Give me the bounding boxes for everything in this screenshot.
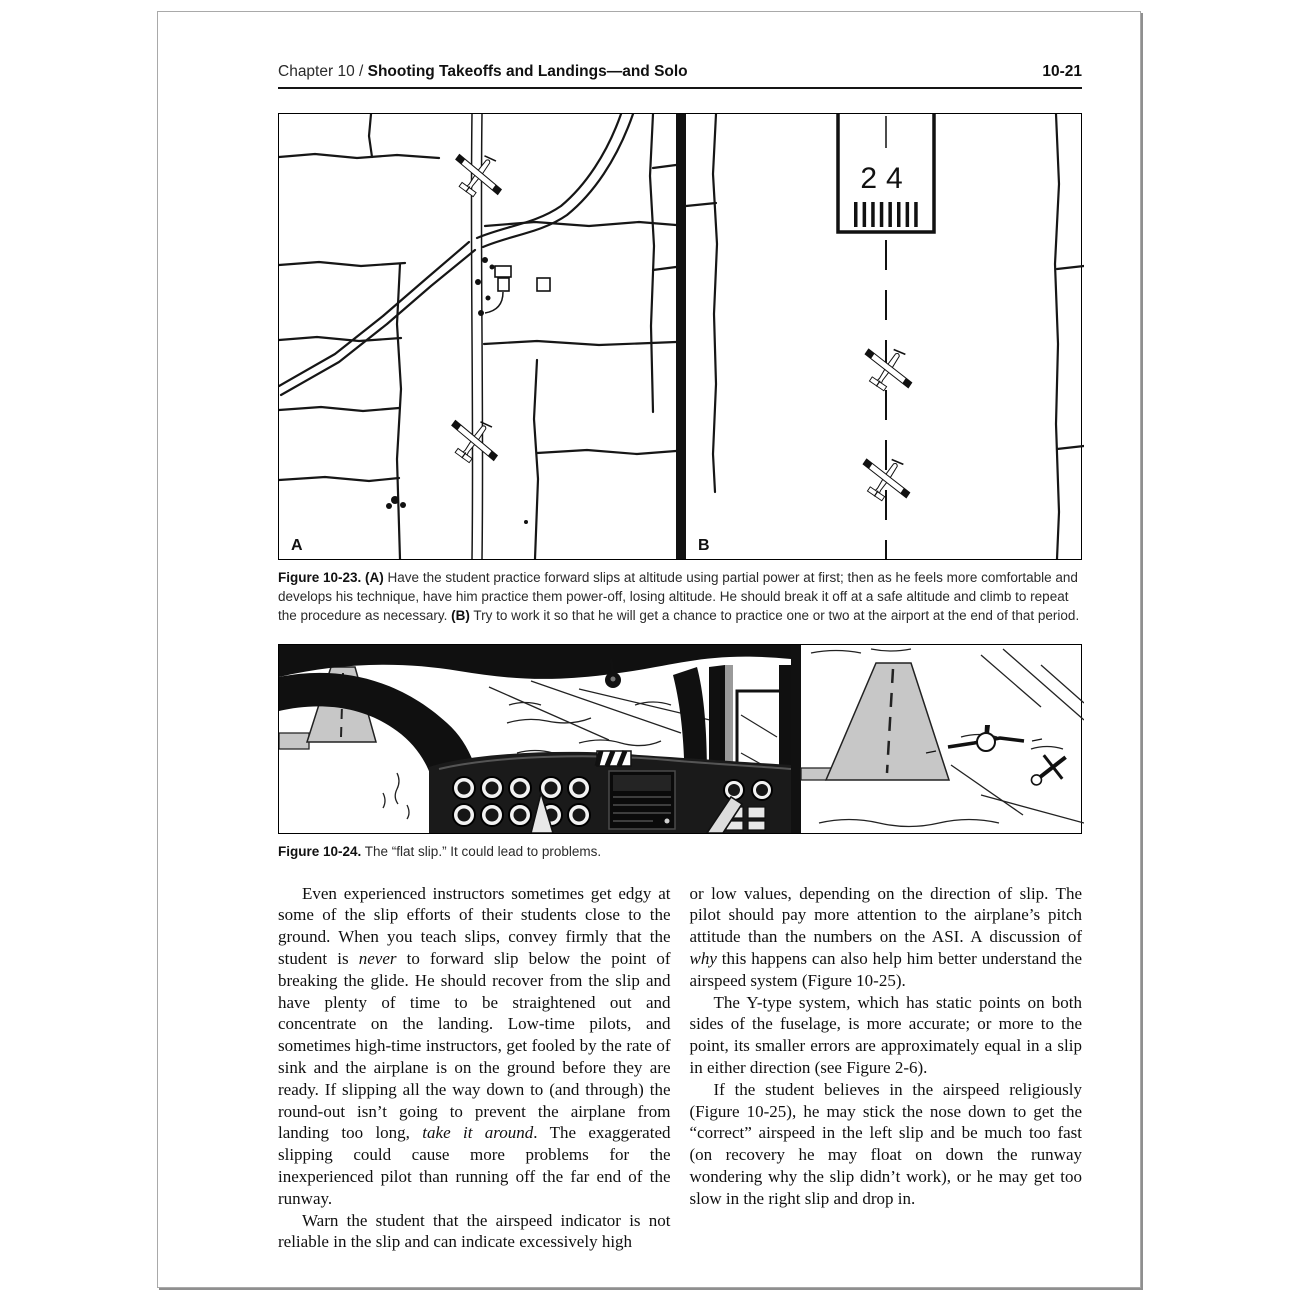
figure-10-23 (278, 113, 1082, 560)
farm-building (485, 266, 550, 313)
running-header (278, 63, 1082, 89)
field-boundaries (279, 114, 676, 559)
book-page (157, 11, 1141, 1288)
text-segment: . The exaggerated slipping could cause more problems for the inexperienced pilot than running off the far end of the runway. (278, 1123, 671, 1208)
panel-divider (791, 645, 801, 833)
text-segment: Even experienced instructors sometimes get edgy at some of the slip efforts of their students close to the ground. When you teach slips, convey firmly that the student is (278, 883, 671, 968)
text-segment: take it around (422, 1123, 534, 1143)
left-column (278, 883, 671, 1254)
airplane-banked-icon (1023, 745, 1075, 794)
text-segment: The “flat slip.” It could lead to problems. (361, 843, 602, 859)
paragraph (278, 883, 671, 1210)
runway-number: 24 (860, 162, 912, 195)
figure-10-23-caption (278, 569, 1082, 626)
text-segment: Have the student practice forward slips at altitude using partial power at first; then as he feels more comfortable and develops his technique, have him practice them power-off, losing altitude. He should break it off at a safe altitude and climb to repeat the procedure as necessary. (278, 570, 1078, 623)
checkered-placard (597, 751, 631, 766)
right-column (690, 883, 1083, 1254)
cockpit-view (279, 645, 791, 833)
text-segment: (A) (365, 570, 384, 585)
figure-10-24-illustration (279, 645, 1084, 833)
chapter-title: Shooting Takeoffs and Landings—and Solo (367, 63, 688, 80)
panel-a-label: A (291, 537, 303, 554)
paragraph (690, 992, 1083, 1079)
text-segment: why (689, 948, 717, 968)
panel-divider (676, 114, 686, 559)
page-content (158, 63, 1140, 1253)
text-segment: Figure 10-23. (278, 570, 362, 585)
panel-b-aerial-view (686, 114, 1084, 559)
text-segment: never (358, 948, 397, 968)
runway-24 (838, 114, 934, 559)
airplane-icon (440, 407, 509, 474)
text-segment: Figure 10-24. (278, 843, 362, 859)
panel-a-aerial-view (279, 114, 676, 559)
page-number: 10-21 (1042, 63, 1082, 80)
text-segment: to forward slip below the point of breaking the glide. He should recover from the slip and have plenty of time to be straightened out and concentrate on the landing. Low-time pilots, and sometimes high-time instructors, get fooled by the rate of sink and the airplane is on the ground before they are ready. If slipping all the way down to (and through) the round-out isn’t going to prevent the airplane from landing too long, (278, 948, 671, 1143)
chapter-heading (278, 63, 688, 81)
panel-b-label: B (698, 537, 710, 554)
body-text (278, 883, 1082, 1254)
instrument-panel (429, 751, 791, 833)
text-segment: The Y-type system, which has static points on both sides of the fuselage, is more accurate; or more to the point, its smaller errors are approximately equal in a slip in either direction (see Figure 2-6). (689, 992, 1082, 1077)
text-segment: Try to work it so that he will get a chance to practice one or two at the airport at the end of that period. (469, 607, 1080, 623)
airplane-rear-view-icon (926, 725, 1042, 753)
runway (801, 663, 949, 780)
paragraph (690, 1079, 1083, 1210)
chapter-number: Chapter 10 / (278, 63, 368, 80)
figure-10-24 (278, 644, 1082, 834)
figure-10-23-illustration (279, 114, 1084, 559)
outside-view-panel (801, 649, 1084, 827)
airplane-icon (444, 141, 513, 208)
text-segment: this happens can also help him better understand the airspeed system (Figure 10-25). (689, 948, 1082, 990)
airplane-icon (854, 336, 923, 402)
roads (279, 114, 633, 559)
text-segment: If the student believes in the airspeed religiously (Figure 10-25), he may stick the nose down to get the “correct” airspeed in the left slip and be much too fast (on recovery he may float on down the runway wondering why the slip didn’t work), or he may get too slow in the right slip and drop in. (689, 1079, 1082, 1208)
text-segment: (B) (451, 607, 470, 623)
radio-stack (609, 771, 675, 829)
text-segment: Warn the student that the airspeed indicator is not reliable in the slip and can indicate excessively high (278, 1210, 671, 1252)
trees (386, 257, 528, 524)
paragraph (278, 1210, 671, 1254)
paragraph (690, 883, 1083, 992)
figure-10-24-caption (278, 843, 1082, 862)
text-segment: or low values, depending on the direction of slip. The pilot should pay more attention to the airplane’s pitch attitude than the numbers on the ASI. A discussion of (689, 883, 1082, 947)
